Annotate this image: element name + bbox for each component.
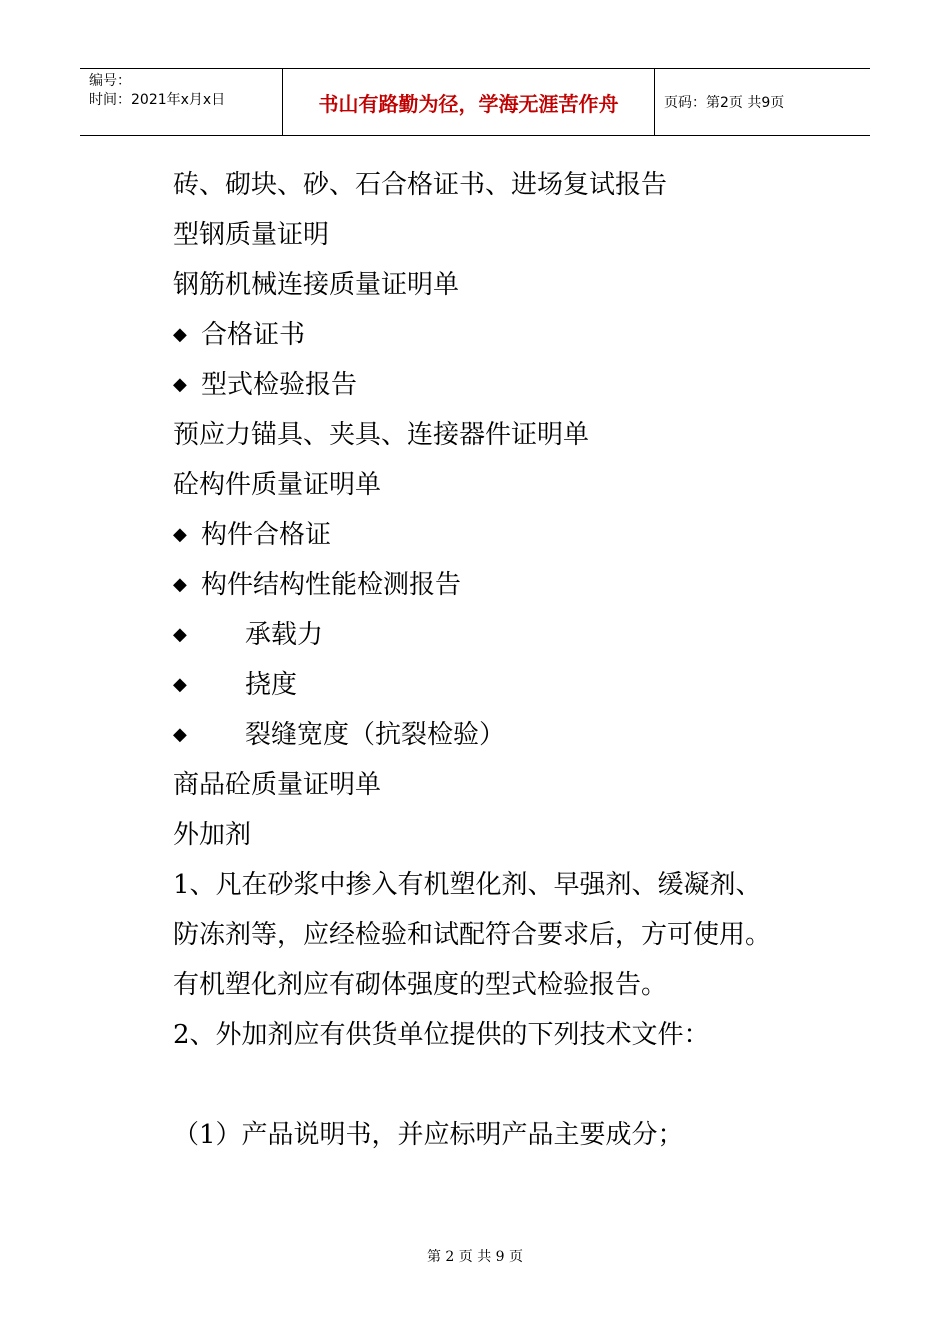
diamond-bullet-icon: ◆ — [173, 724, 187, 745]
bullet-item: ◆ 承载力 — [173, 615, 323, 655]
bullet-item: ◆ 挠度 — [173, 665, 297, 705]
body-line: 型钢质量证明 — [173, 220, 330, 250]
bullet-item: ◆ 裂缝宽度（抗裂检验） — [173, 715, 505, 755]
body-line: 2、外加剂应有供货单位提供的下列技术文件： — [173, 1020, 710, 1050]
bullet-item: ◆ 合格证书 — [173, 315, 305, 355]
body-line: 预应力锚具、夹具、连接器件证明单 — [173, 420, 590, 450]
body-line: 商品砼质量证明单 — [173, 770, 382, 800]
body-line: 1、凡在砂浆中掺入有机塑化剂、早强剂、缓凝剂、 — [173, 870, 762, 900]
header-motto: 书山有路勤为径，学海无涯苦作舟 — [282, 69, 655, 135]
body-line: 外加剂 — [173, 820, 252, 850]
body-line: 防冻剂等，应经检验和试配符合要求后，方可使用。 — [173, 920, 772, 950]
body-line: 有机塑化剂应有砌体强度的型式检验报告。 — [173, 970, 668, 1000]
diamond-bullet-icon: ◆ — [173, 674, 187, 695]
header-meta — [80, 69, 282, 135]
diamond-bullet-icon: ◆ — [173, 574, 187, 595]
body-line: （1）产品说明书，并应标明产品主要成分； — [173, 1120, 684, 1150]
bullet-item: ◆ 型式检验报告 — [173, 365, 357, 405]
number-label: 编号： — [89, 73, 131, 89]
body-line: 钢筋机械连接质量证明单 — [173, 270, 460, 300]
page-footer: 第 2 页 共 9 页 — [426, 1249, 524, 1265]
diamond-bullet-icon: ◆ — [173, 374, 187, 395]
body-line: 砼构件质量证明单 — [173, 470, 382, 500]
bullet-item: ◆ 构件合格证 — [173, 515, 331, 555]
header-page-info: 页码：第2页 共9页 — [664, 95, 785, 111]
body-line: 砖、砌块、砂、石合格证书、进场复试报告 — [173, 170, 668, 200]
diamond-bullet-icon: ◆ — [173, 624, 187, 645]
time-label: 时间：2021年x月x日 — [89, 92, 226, 108]
diamond-bullet-icon: ◆ — [173, 524, 187, 545]
diamond-bullet-icon: ◆ — [173, 324, 187, 345]
bullet-item: ◆ 构件结构性能检测报告 — [173, 565, 461, 605]
page-header — [80, 68, 870, 136]
